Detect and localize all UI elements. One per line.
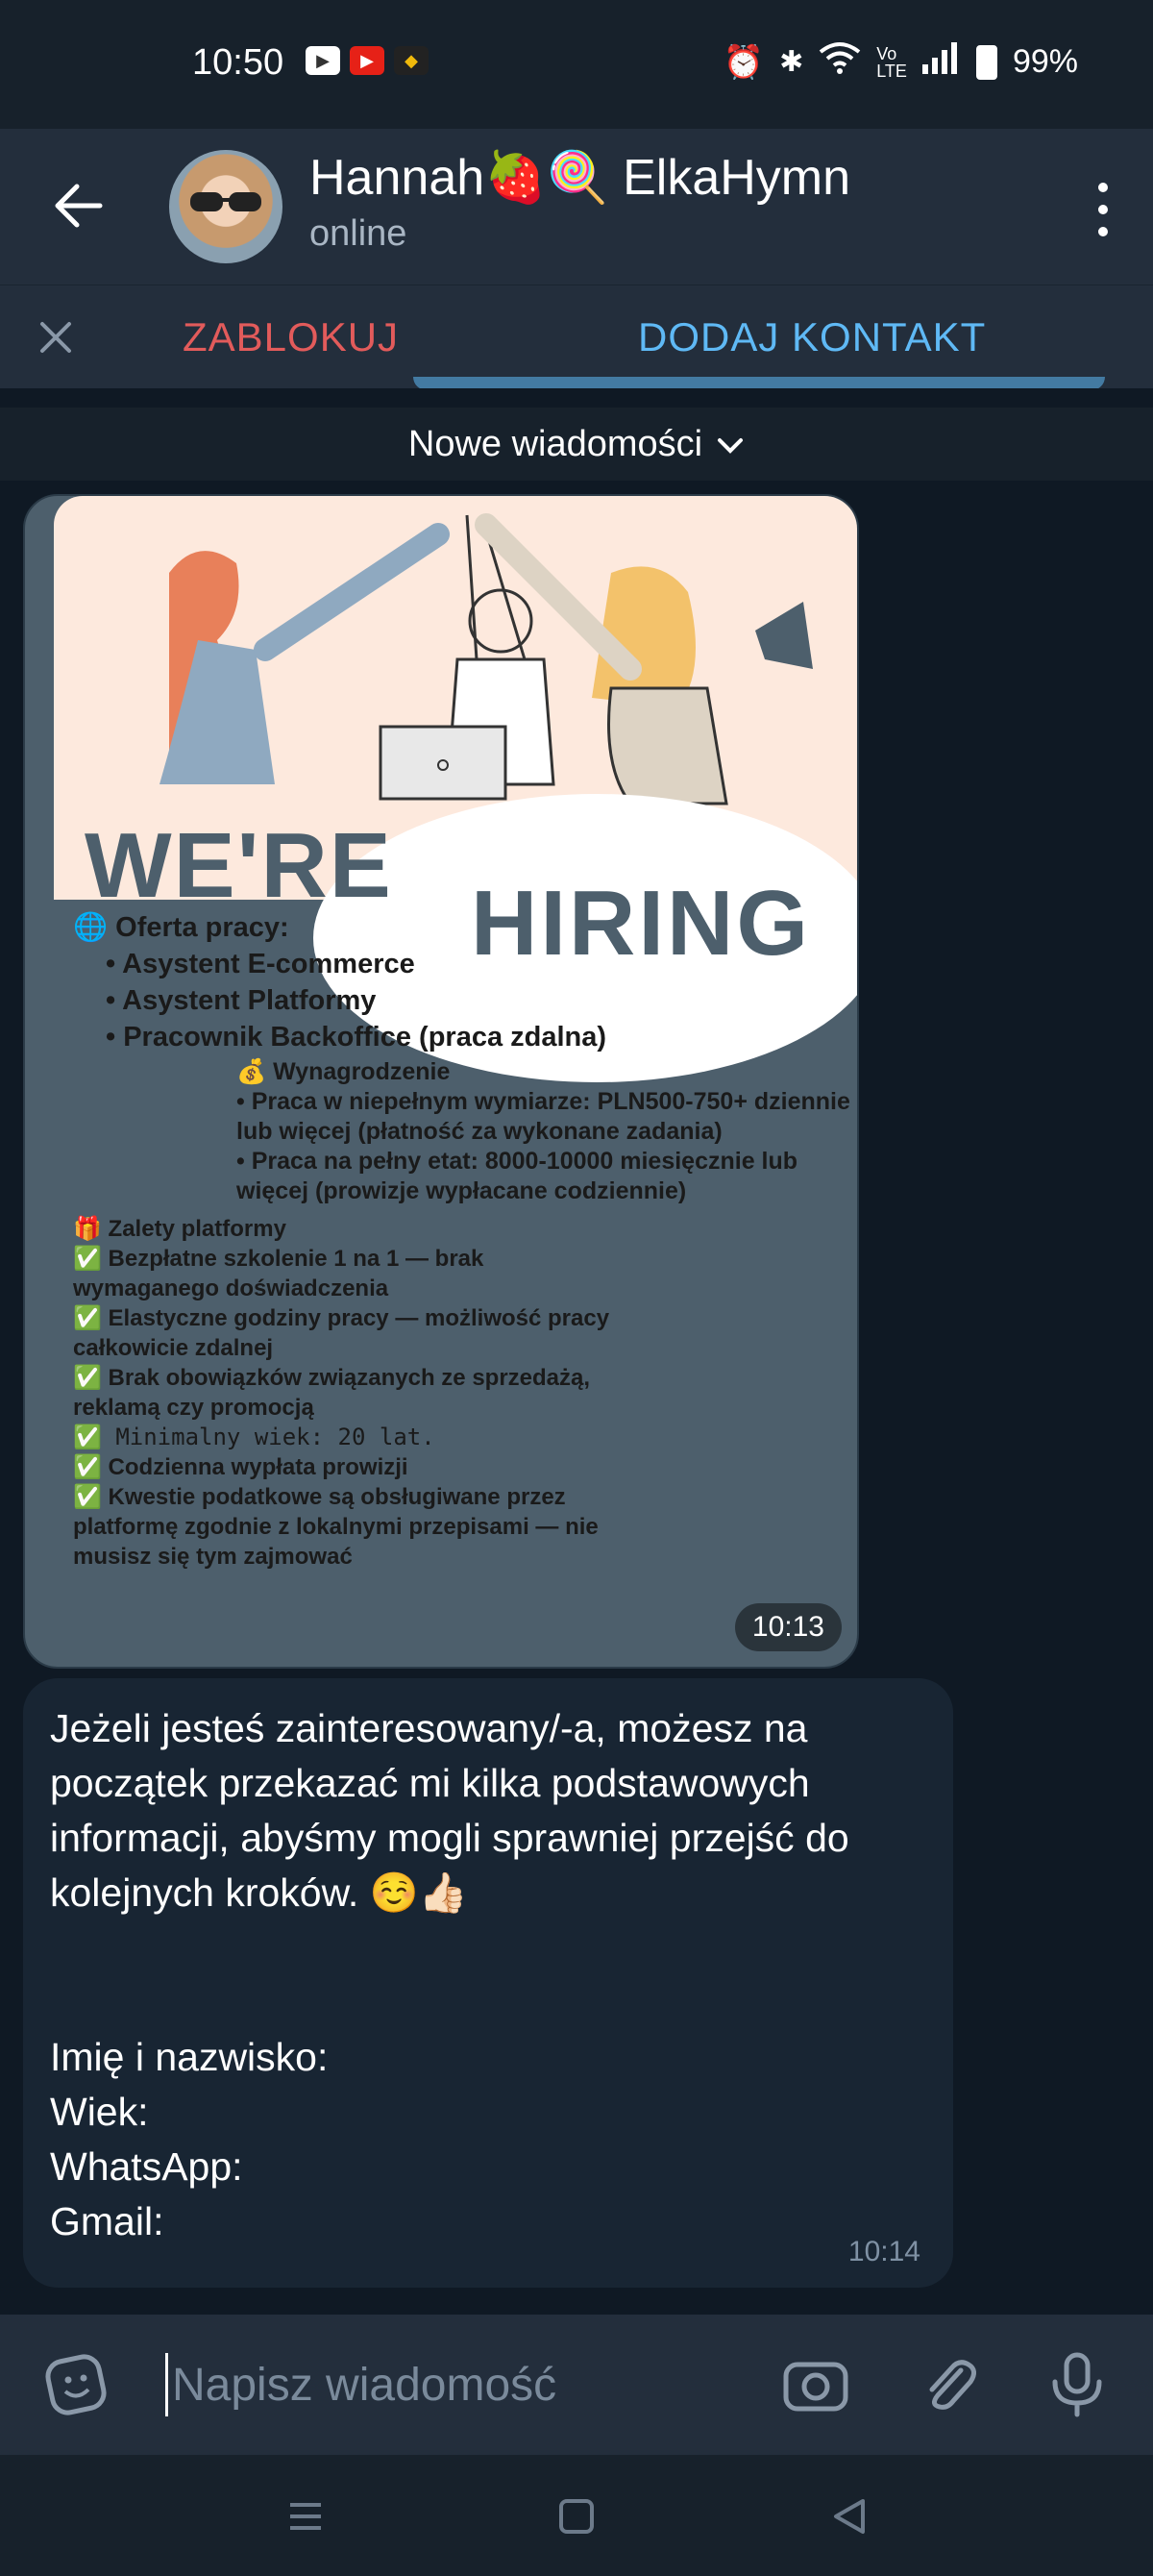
signal-icon: [922, 41, 961, 83]
binance-icon: ◆: [394, 46, 429, 75]
benefit-item: ✅ Elastyczne godziny pracy — możliwość pracy całkowicie zdalnej: [73, 1305, 610, 1361]
status-time: 10:50: [192, 42, 284, 83]
camera-icon[interactable]: [782, 2351, 849, 2418]
offer-heading: 🌐 Oferta pracy:: [73, 912, 289, 943]
benefit-item: ✅ Codzienna wypłata prowizji: [73, 1454, 408, 1480]
battery-level: 99%: [1012, 43, 1078, 80]
salary-heading: 💰 Wynagrodzenie: [236, 1058, 451, 1085]
more-options-icon[interactable]: [1093, 183, 1113, 236]
poster-text: [73, 909, 859, 1572]
contact-status: online: [309, 213, 407, 254]
benefit-item: ✅ Brak obowiązków związanych ze sprzedażą, reklamą czy promocją: [73, 1365, 591, 1421]
alarm-icon: ⏰: [723, 43, 765, 81]
salary-item: • Praca na pełny etat: 8000-10000 miesięcznie lub więcej (prowizje wypłacane codziennie): [236, 1148, 798, 1204]
notification-icons: [306, 46, 429, 75]
unknown-contact-bar: [0, 285, 1153, 388]
system-icons: [724, 40, 1078, 84]
back-arrow-icon[interactable]: [50, 179, 104, 233]
photo-message[interactable]: [23, 494, 859, 1669]
volte-icon: Vo LTE: [876, 43, 907, 81]
message-time: 10:14: [847, 2236, 920, 2267]
position-item: • Asystent E-commerce: [106, 949, 415, 979]
message-composer: [0, 2315, 1153, 2455]
wifi-icon: [819, 40, 861, 84]
new-messages-divider[interactable]: [0, 408, 1153, 481]
back-nav-icon[interactable]: [826, 2493, 872, 2539]
youtube-icon: ▶: [306, 46, 340, 75]
microphone-icon[interactable]: [1043, 2351, 1111, 2418]
add-contact-button[interactable]: DODAJ KONTAKT: [638, 314, 987, 359]
system-navigation-bar: [0, 2455, 1153, 2576]
chevron-down-icon: [716, 424, 745, 465]
position-item: • Pracownik Backoffice (praca zdalna): [106, 1022, 607, 1053]
sticker-icon[interactable]: [42, 2351, 110, 2418]
home-icon[interactable]: [553, 2493, 600, 2539]
bluetooth-icon: ✱: [779, 46, 804, 78]
benefit-item: ✅ Kwestie podatkowe są obsługiwane przez platformę zgodnie z lokalnymi przepisami — nie musisz się tym zajmować: [73, 1484, 599, 1570]
status-bar: [0, 0, 1153, 129]
youtube-red-icon: ▶: [350, 46, 384, 75]
benefit-item: ✅ Bezpłatne szkolenie 1 na 1 — brak wymaganego doświadczenia: [73, 1246, 484, 1301]
battery-icon: [976, 45, 997, 80]
benefit-item: ✅ Minimalny wiek: 20 lat.: [73, 1424, 435, 1450]
close-icon[interactable]: [37, 318, 75, 357]
chat-header: [0, 129, 1153, 285]
salary-item: • Praca w niepełnym wymiarze: PLN500-750+ dziennie lub więcej (płatność za wykonane zadania): [236, 1088, 850, 1145]
block-button[interactable]: ZABLOKUJ: [183, 314, 400, 359]
recent-apps-icon[interactable]: [282, 2493, 329, 2539]
message-time: 10:13: [735, 1603, 842, 1651]
poster-title-left: WE'RE: [85, 814, 393, 917]
benefits-heading: 🎁 Zalety platformy: [73, 1216, 286, 1242]
new-messages-label: Nowe wiadomości: [407, 423, 703, 464]
message-input[interactable]: [165, 2353, 742, 2416]
contact-avatar[interactable]: [169, 150, 282, 263]
attach-icon[interactable]: [915, 2351, 982, 2418]
poster-title-right: HIRING: [471, 872, 811, 975]
position-item: • Asystent Platformy: [106, 985, 377, 1016]
text-message[interactable]: [23, 1678, 953, 2288]
chat-area[interactable]: [0, 388, 1153, 2311]
message-text: Jeżeli jesteś zainteresowany/-a, możesz na początek przekazać mi kilka podstawowych informacji, abyśmy mogli sprawniej przejść do kolejnych kroków. ☺️👍🏻 Imię i nazwisko: Wiek: WhatsApp: Gmail:: [50, 1706, 849, 2243]
contact-name[interactable]: Hannah🍓🍭 ElkaHymn: [309, 150, 851, 206]
